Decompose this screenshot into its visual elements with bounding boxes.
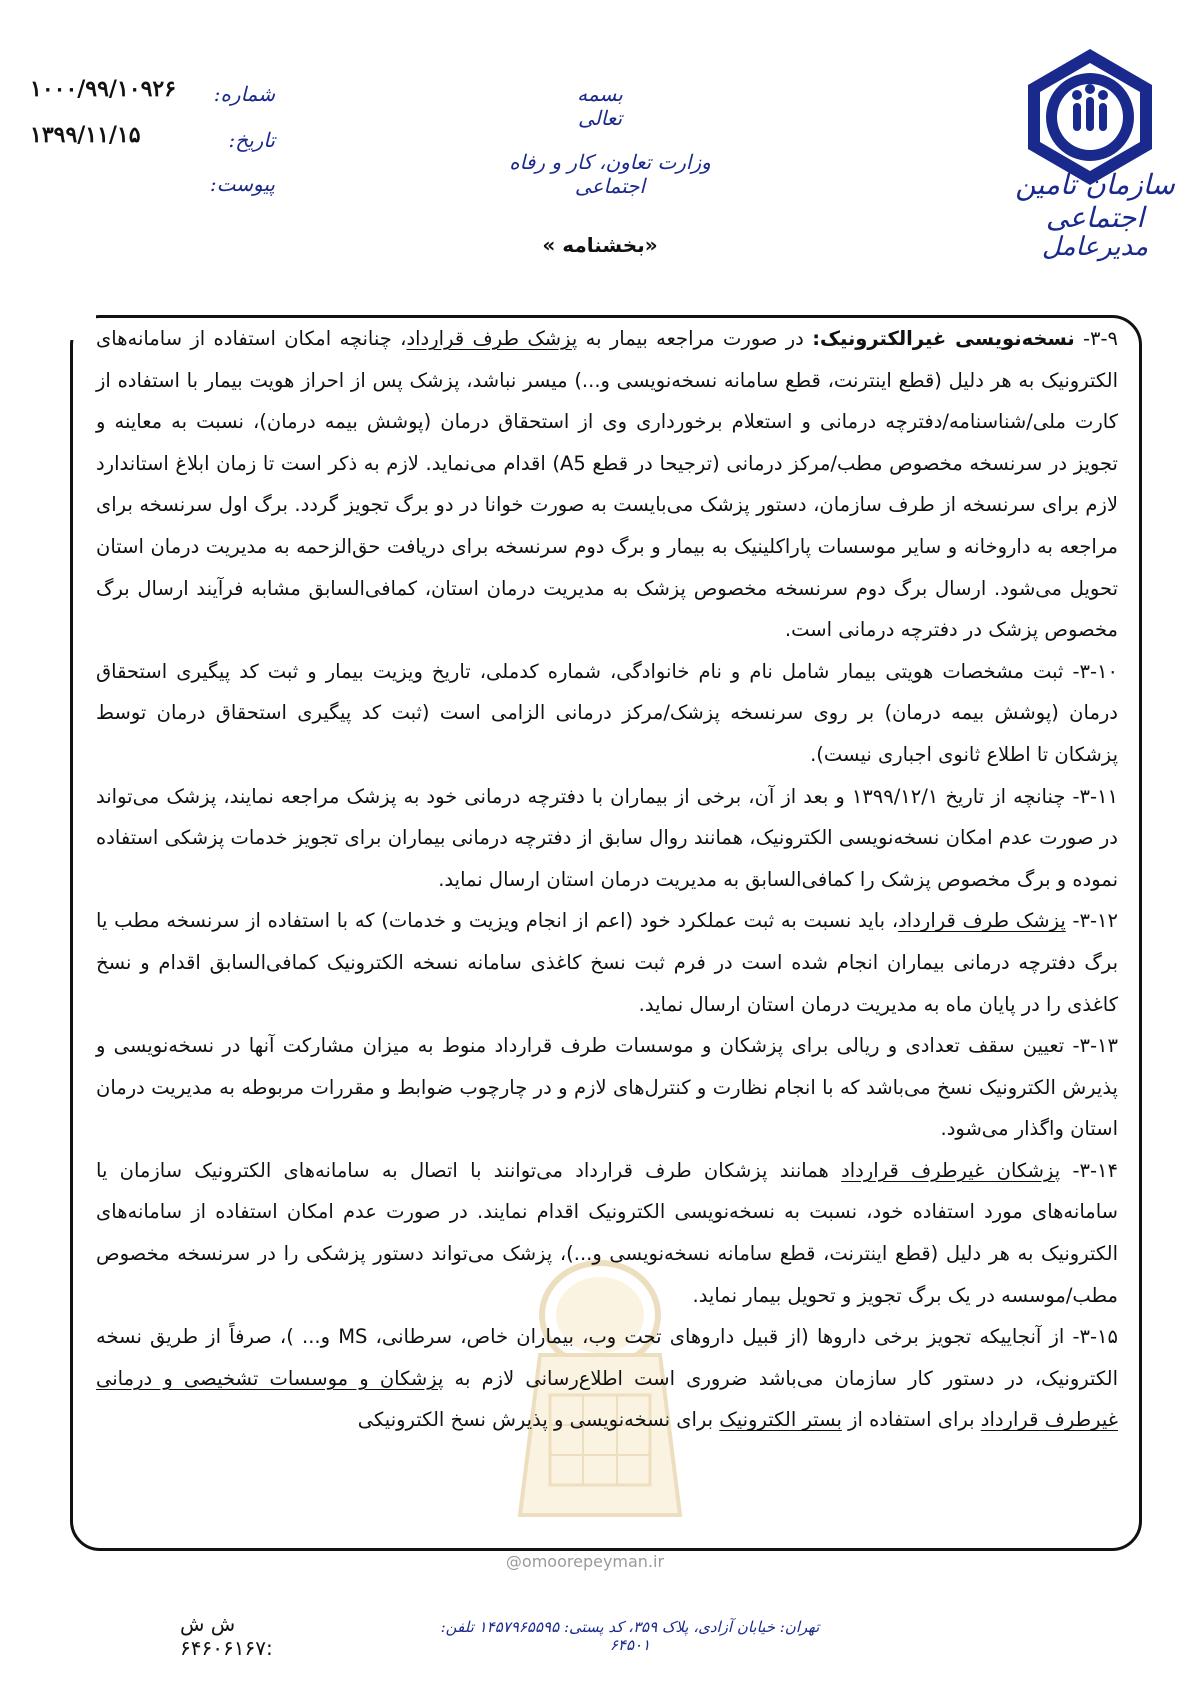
footer-address: تهران: خیابان آزادی، پلاک ۳۵۹، کد پستی: ۱۴۵۷۹۶۵۵۹۵ تلفن: ۶۴۵۰۱ [440, 1618, 820, 1654]
paragraph-3-11 [96, 776, 1118, 901]
paragraph-3-10 [96, 651, 1118, 776]
frame-corner-gap [56, 310, 96, 340]
ministry-name: وزارت تعاون، کار و رفاه اجتماعی [509, 150, 711, 198]
paragraph-text: همانند پزشکان طرف قرارداد می‌توانند با اتصال به سامانه‌های الکترونیک سازمان یا سامانه‌های مورد استفاده خود، نسبت به نسخه‌نویسی الکترونیک اقدام نمایند. در صورت عدم امکان استفاده از سامانه‌های الکترونیک به هر دلیل (قطع اینترنت، قطع سامانه نسخه‌نویسی و...)، پزشک می‌تواند دستور پزشکی را در سرنسخه مخصوص مطب/موسسه در یک برگ تجویز و تحویل بیمار نماید. [96, 1158, 1118, 1307]
paragraph-heading: نسخه‌نویسی غیرالکترونیک: [812, 327, 1075, 350]
paragraph-text: ۳-۱۳- تعیین سقف تعدادی و ریالی برای پزشکان و موسسات طرف قرارداد منوط به میزان مشارکت آنها در نسخه‌نویسی و پذیرش الکترونیک نسخ می‌باشد که با انجام نظارت و کنترل‌های لازم و در چارچوب ضوابط و مقررات مربوطه به مدیریت درمان استان واگذار می‌شود. [96, 1034, 1118, 1141]
number-value: ۱۰۰۰/۹۹/۱۰۹۲۶ [30, 76, 177, 102]
paragraph-3-15 [96, 1316, 1118, 1441]
underlined-phrase: پزشک طرف قرارداد [406, 327, 578, 350]
paragraph-3-12 [96, 900, 1118, 1025]
paragraph-text: ۳-۱۱- چنانچه از تاریخ ۱۳۹۹/۱۲/۱ و بعد از آن، برخی از بیماران با دفترچه درمانی خود به پزشک مراجعه نمایند، پزشک می‌تواند در صورت عدم امکان نسخه‌نویسی الکترونیک، همانند روال سابق از دفترچه درمانی بیماران برای تجویز خدمات پزشکی استفاده نموده و برگ مخصوص پزشک را کمافی‌السابق به مدیریت درمان استان ارسال نماید. [96, 784, 1118, 891]
paragraph-text: برای استفاده از [841, 1408, 981, 1432]
underlined-phrase: بستر الکترونیک [719, 1408, 842, 1432]
watermark-site: @omoorepeyman.ir [505, 1552, 665, 1571]
paragraph-3-9 [96, 318, 1118, 651]
paragraph-3-13 [96, 1025, 1118, 1150]
date-label: تاریخ: [228, 128, 275, 152]
paragraph-text: ۳-۱۲- [1065, 909, 1118, 933]
organization-name: سازمان تأمین اجتماعی [1015, 168, 1175, 234]
attachment-label: پیوست: [209, 172, 275, 196]
bismillah-text: بسمه تعالی [577, 82, 623, 130]
paragraph-text: ۳-۱۵- از آنجاییکه تجویز برخی داروها (از قبیل داروهای تحت وب، بیماران خاص، سرطانی، MS و... )، صرفاً از طریق نسخه الکترونیک، در دستور کار سازمان می‌باشد ضروری است اطلاع‌رسانی لازم به [96, 1325, 1119, 1390]
footer-code: ش ش :۶۴۶۰۶۱۶۷ [180, 1612, 273, 1660]
paragraph-text: ۳-۱۰- ثبت مشخصات هویتی بیمار شامل نام و نام خانوادگی، شماره کدملی، تاریخ ویزیت بیمار و ثبت کد پیگیری استحقاق درمان (پوشش بیمه درمان) بر روی سرنسخه پزشک/مرکز درمانی الزامی است (ثبت کد پیگیری استحقاق درمان توسط پزشکان تا اطلاع ثانوی اجباری نیست). [96, 659, 1118, 766]
underlined-phrase: پزشکان و موسسات تشخیصی و درمانی غیرطرف قرارداد [96, 1366, 1118, 1432]
number-label: شماره: [213, 82, 275, 106]
underlined-phrase: پزشک طرف قرارداد [898, 909, 1066, 933]
paragraph-text: ، چنانچه امکان استفاده از سامانه‌های الکترونیک به هر دلیل (قطع اینترنت، قطع سامانه نسخه‌نویسی و...) میسر نباشد، پزشک پس از احراز هویت بیمار با استفاده از کارت ملی/شناسنامه/دفترچه درمانی و استعلام برخورداری وی از استحقاق درمان (پوشش بیمه درمان)، نسبت به معاینه و تجویز در سرنسخه مخصوص مطب/مرکز درمانی (ترجیحا در قطع A5) اقدام می‌نماید. لازم به ذکر است تا زمان ابلاغ استاندارد لازم برای سرنسخه از طرف سازمان، دستور پزشک می‌بایست به صورت خوانا در دو برگ تجویز گردد. برگ اول سرنسخه برای مراجعه به داروخانه و سایر موسسات پاراکلینیک به بیمار و برگ دوم سرنسخه برای دریافت حق‌الزحمه به مدیریت درمان استان تحویل می‌شود. ارسال برگ دوم سرنسخه مخصوص پزشک به مدیریت درمان استان، کمافی‌السابق مشابه فرآیند ارسال برگ مخصوص پزشک در دفترچه درمانی است. [96, 327, 1118, 642]
paragraph-text: برای نسخه‌نویسی و پذیرش نسخ الکترونیکی [357, 1408, 720, 1432]
circular-title: «بخشنامه » [542, 233, 658, 257]
date-value: ۱۳۹۹/۱۱/۱۵ [30, 122, 141, 148]
paragraph-text: ۳-۹- [1074, 327, 1119, 350]
paragraph-3-14 [96, 1150, 1118, 1316]
paragraph-text: در صورت مراجعه بیمار به [577, 327, 813, 350]
paragraph-text: ۳-۱۴- [1060, 1158, 1118, 1182]
underlined-phrase: پزشکان غیرطرف قرارداد [841, 1158, 1061, 1182]
paragraph-text: ، باید نسبت به ثبت عملکرد خود (اعم از انجام ویزیت و خدمات) که با استفاده از سرنسخه مطب یا برگ دفترچه درمانی بیماران انجام شده است در فرم ثبت نسخ کاغذی سامانه نسخه الکترونیک کمافی‌السابق اقدام و نسخ کاغذی را در پایان ماه به مدیریت درمان استان ارسال نماید. [96, 909, 1118, 1016]
department-name: مدیرعامل [1041, 232, 1149, 262]
circular-body [96, 318, 1118, 1441]
